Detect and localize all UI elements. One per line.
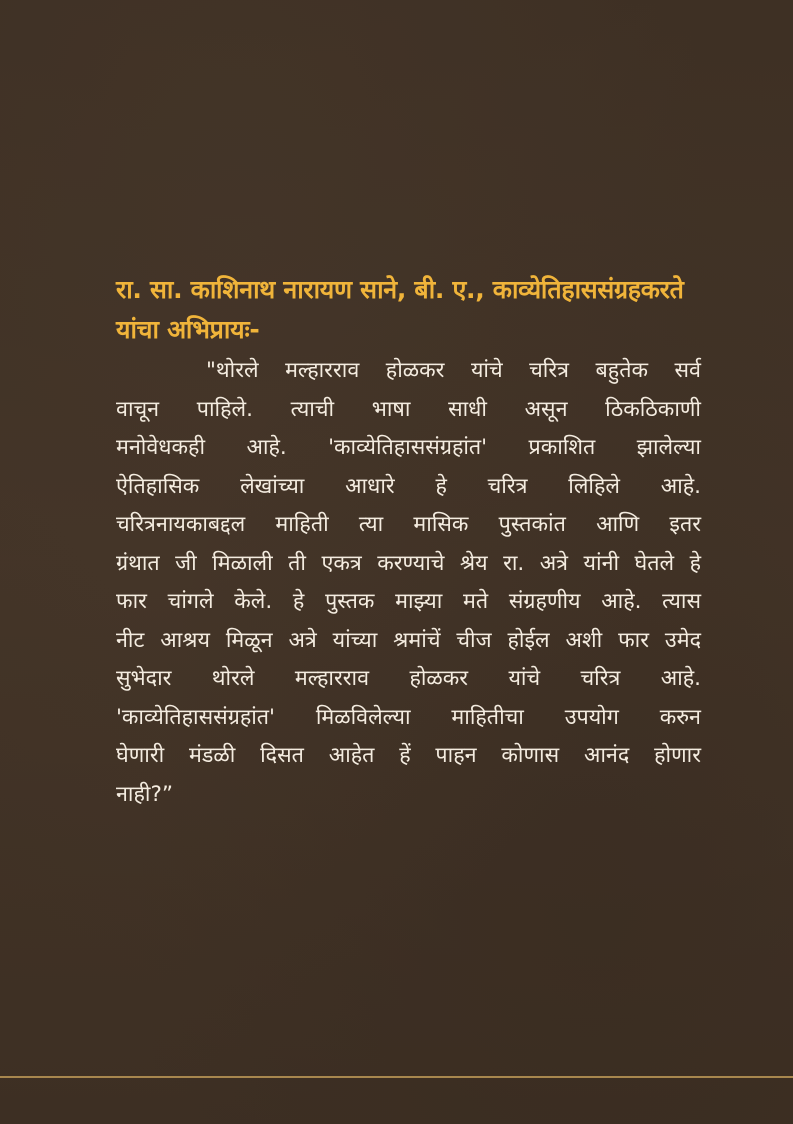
quote-line: फार चांगले केले. हे पुस्तक माझ्या मते संग्रहणीय आहे. त्यास bbox=[116, 589, 701, 614]
heading-line-2: यांचा अभिप्रायः- bbox=[116, 315, 260, 344]
bottom-divider bbox=[0, 1076, 793, 1078]
quote-line: वाचून पाहिले. त्याची भाषा साधी असून ठिकठिकाणी bbox=[116, 396, 701, 422]
quote-line: नीट आश्रय मिळून अत्रे यांच्या श्रमांचें चीज होईल अशी फार उमेद bbox=[116, 627, 701, 653]
quote-line: सुभेदार थोरले मल्हारराव होळकर यांचे चरित्र आहे. bbox=[116, 666, 701, 691]
quote-line: नाही?” bbox=[116, 781, 174, 807]
quote-line: ऐतिहासिक लेखांच्या आधारे हे चरित्र लिहिले आहे. bbox=[116, 473, 701, 499]
quote-line: 'काव्येतिहाससंग्रहांत' मिळविलेल्या माहितीचा उपयोग करुन bbox=[116, 704, 701, 730]
opinion-quote bbox=[116, 352, 701, 814]
opinion-heading bbox=[116, 270, 716, 350]
quote-line: मनोवेधकही आहे. 'काव्येतिहाससंग्रहांत' प्रकाशित झालेल्या bbox=[116, 435, 701, 460]
quote-line: घेणारी मंडळी दिसत आहेत हें पाहन कोणास आनंद होणार bbox=[116, 743, 701, 768]
heading-line-1: रा. सा. काशिनाथ नारायण साने, बी. ए., काव्येतिहाससंग्रहकरते bbox=[116, 275, 684, 304]
quote-line: "थोरले मल्हारराव होळकर यांचे चरित्र बहुतेक सर्व bbox=[206, 358, 701, 383]
quote-line: ग्रंथात जी मिळाली ती एकत्र करण्याचे श्रेय रा. अत्रे यांनी घेतले हे bbox=[116, 550, 701, 576]
quote-line: चरित्रनायकाबद्दल माहिती त्या मासिक पुस्तकांत आणि इतर bbox=[116, 512, 701, 537]
